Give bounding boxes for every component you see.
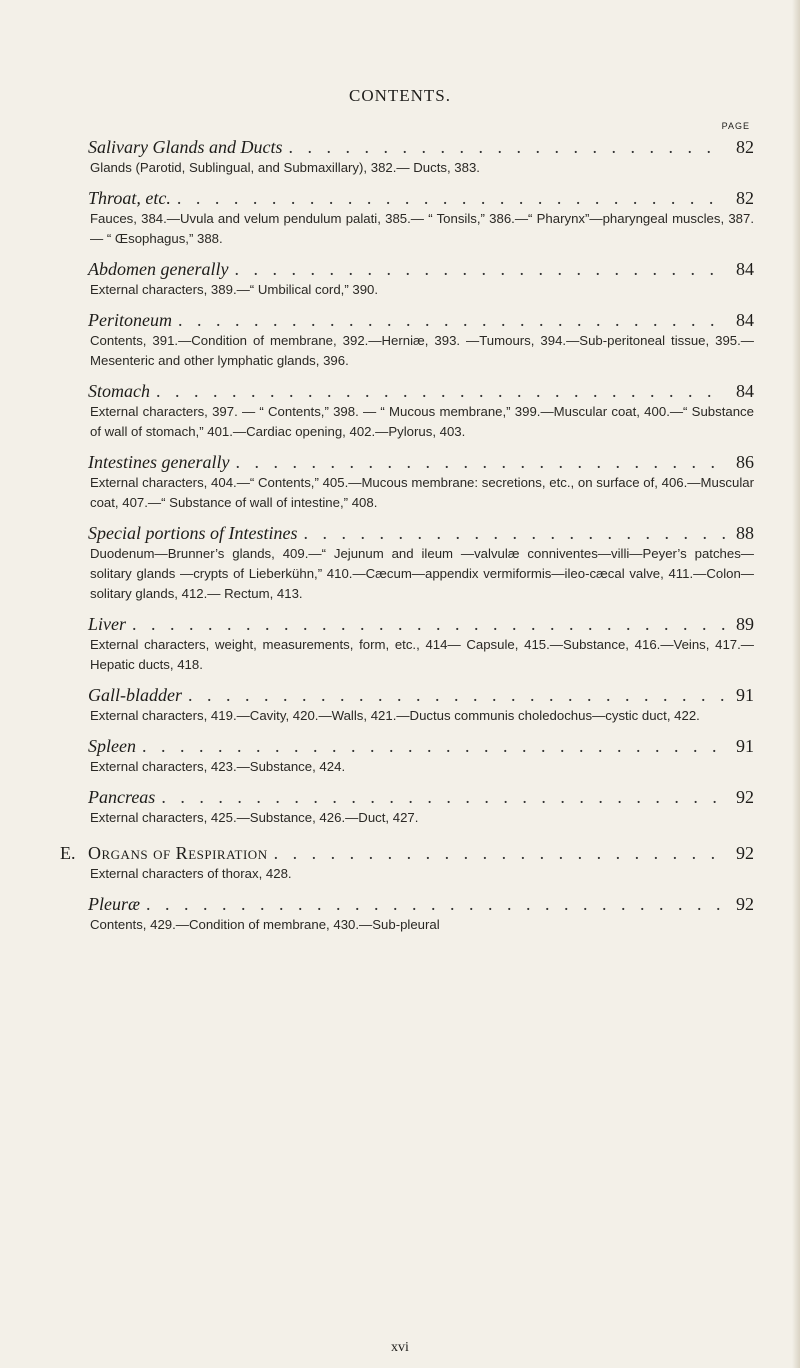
entry-page: 86 — [736, 452, 754, 472]
toc-entry — [88, 684, 754, 726]
leader-dots — [274, 842, 726, 864]
leader-dots — [188, 684, 726, 706]
section-letter: E. — [60, 843, 76, 863]
entry-page: 91 — [736, 736, 754, 756]
entry-description: External characters, 425.—Substance, 426.—Duct, 427. — [90, 810, 419, 825]
toc-entry — [88, 136, 754, 178]
entry-page: 84 — [736, 381, 754, 401]
leader-dots — [132, 613, 726, 635]
toc-entry — [88, 786, 754, 828]
entry-title: Salivary Glands and Ducts — [88, 137, 283, 157]
toc-entry — [88, 309, 754, 371]
running-head: CONTENTS. — [348, 86, 452, 105]
entry-page: 92 — [736, 843, 754, 863]
entry-title: Pancreas — [88, 787, 156, 807]
entry-title: Pleuræ — [88, 894, 140, 914]
entry-title: Intestines generally — [88, 452, 230, 472]
toc-entry — [88, 893, 754, 935]
section-title: Organs of Respiration — [88, 843, 268, 863]
entry-description: External characters, weight, measurements, form, etc., 414— Capsule, 415.—Substance, 416.—Veins, 417.—Hepatic ducts, 418. — [90, 637, 754, 672]
leader-dots — [142, 735, 726, 757]
contents-list — [60, 136, 754, 944]
entry-description: Duodenum—Brunner’s glands, 409.—“ Jejunum and ileum —valvulæ conniventes—villi—Peyer’s patches—solitary glands —crypts of Lieberkühn,” 410.—Cæcum—appendix vermiformis—ileo-cæcal valve, 411.—Colon—solitary glands, 412.— Rectum, 413. — [90, 546, 754, 601]
entry-title: Abdomen generally — [88, 259, 229, 279]
entry-page: 84 — [736, 310, 754, 330]
leader-dots — [288, 136, 726, 158]
toc-entry — [88, 613, 754, 675]
entry-page: 84 — [736, 259, 754, 279]
toc-entry — [88, 522, 754, 604]
entry-page: 91 — [736, 685, 754, 705]
page-column-label: PAGE — [721, 121, 750, 131]
entry-page: 92 — [736, 787, 754, 807]
entry-description: Fauces, 384.—Uvula and velum pendulum palati, 385.— “ Tonsils,” 386.—“ Pharynx”—pharyngeal muscles, 387.— “ Œsophagus,” 388. — [90, 211, 754, 246]
leader-dots — [303, 522, 726, 544]
leader-dots — [178, 309, 726, 331]
entry-description: Contents, 429.—Condition of membrane, 430.—Sub-pleural — [90, 917, 440, 932]
leader-dots — [161, 786, 726, 808]
entry-title: Stomach — [88, 381, 150, 401]
entry-description: External characters of thorax, 428. — [90, 866, 292, 881]
entry-title: Liver — [88, 614, 126, 634]
entry-page: 82 — [736, 137, 754, 157]
leader-dots — [156, 380, 726, 402]
toc-entry — [88, 258, 754, 300]
entry-description: External characters, 389.—“ Umbilical cord,” 390. — [90, 282, 379, 297]
entry-description: Contents, 391.—Condition of membrane, 392.—Herniæ, 393. —Tumours, 394.—Sub-peritoneal tissue, 395.—Mesenteric and other lymphatic glands, 396. — [90, 333, 754, 368]
entry-title: Gall-bladder — [88, 685, 182, 705]
entry-title: Peritoneum — [88, 310, 172, 330]
page-folio: xvi — [391, 1340, 409, 1355]
entry-title: Throat, etc. — [88, 188, 171, 208]
toc-entry — [88, 187, 754, 249]
entry-page: 89 — [736, 614, 754, 634]
toc-entry — [88, 451, 754, 513]
entry-page: 82 — [736, 188, 754, 208]
entry-page: 92 — [736, 894, 754, 914]
section-heading — [60, 842, 754, 884]
entry-title: Spleen — [88, 736, 136, 756]
entry-description: External characters, 419.—Cavity, 420.—Walls, 421.—Ductus communis choledochus—cystic duct, 422. — [90, 708, 700, 723]
entry-description: Glands (Parotid, Sublingual, and Submaxillary), 382.— Ducts, 383. — [90, 160, 480, 175]
toc-entry — [88, 380, 754, 442]
entry-description: External characters, 397. — “ Contents,” 398. — “ Mucous membrane,” 399.—Muscular coat, 400.—“ Substance of wall of stomach,” 401.—Cardiac opening, 402.—Pylorus, 403. — [90, 404, 754, 439]
entry-description: External characters, 404.—“ Contents,” 405.—Mucous membrane: secretions, etc., on surface of, 406.—Muscular coat, 407.—“ Substance of wall of intestine,” 408. — [90, 475, 754, 510]
leader-dots — [177, 187, 726, 209]
toc-entry — [88, 735, 754, 777]
leader-dots — [234, 258, 726, 280]
leader-dots — [235, 451, 726, 473]
page-edge — [792, 0, 800, 1368]
entry-page: 88 — [736, 523, 754, 543]
entry-description: External characters, 423.—Substance, 424. — [90, 759, 346, 774]
entry-title: Special portions of Intestines — [88, 523, 298, 543]
leader-dots — [146, 893, 726, 915]
